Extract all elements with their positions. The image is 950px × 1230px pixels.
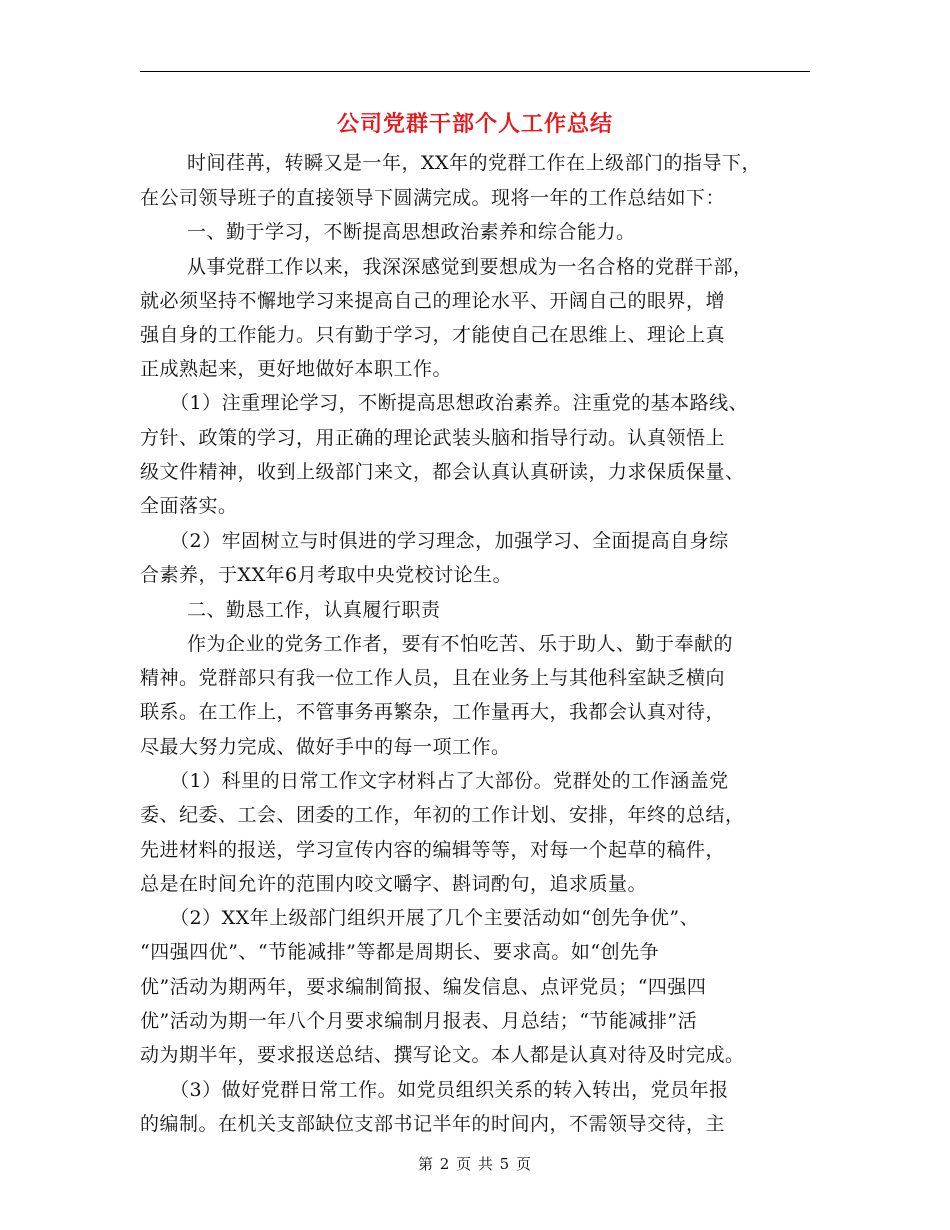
body-line: 先进材料的报送，学习宣传内容的编辑等等，对每一个起草的稿件， (140, 839, 726, 861)
body-line: （3）做好党群日常工作。如党员组织关系的转入转出，党员年报 (170, 1079, 729, 1101)
body-line: 精神。党群部只有我一位工作人员，且在业务上与其他科室缺乏横向 (140, 667, 726, 689)
body-line: 级文件精神，收到上级部门来文，都会认真认真研读，力求保质保量、 (140, 461, 745, 483)
section-heading: 二、勤恳工作，认真履行职责 (187, 599, 441, 621)
body-line: 从事党群工作以来，我深深感觉到要想成为一名合格的党群干部， (187, 256, 753, 278)
body-line: （2）XX年上级部门组织开展了几个主要活动如“创先争优”、 (170, 907, 700, 929)
body-line: 全面落实。 (140, 495, 238, 517)
body-line: 合素养，于XX年6月考取中央党校讨论生。 (140, 564, 513, 586)
body-line: “四强四优”、“节能减排”等都是周期长、要求高。如“创先争 (140, 941, 660, 963)
body-line: 在公司领导班子的直接领导下圆满完成。现将一年的工作总结如下： (140, 187, 726, 209)
page-number: 第 2 页 共 5 页 (418, 1155, 532, 1173)
body-line: 优”活动为期一年八个月要求编制月报表、月总结；“节能减排”活 (140, 1010, 698, 1032)
body-line: 强自身的工作能力。只有勤于学习，才能使自己在思维上、理论上真 (140, 324, 726, 346)
document-title: 公司党群干部个人工作总结 (336, 111, 613, 137)
body-line: 就必须坚持不懈地学习来提高自己的理论水平、开阔自己的眼界，增 (140, 290, 726, 312)
body-line: 时间荏苒，转瞬又是一年，XX年的党群工作在上级部门的指导下， (187, 152, 762, 174)
section-heading: 一、勤于学习，不断提高思想政治素养和综合能力。 (187, 221, 636, 243)
body-line: 联系。在工作上，不管事务再繁杂，工作量再大，我都会认真对待， (140, 701, 726, 723)
body-line: 总是在时间允许的范围内咬文嚼字、斟词酌句，追求质量。 (140, 873, 648, 895)
body-line: 尽最大努力完成、做好手中的每一项工作。 (140, 736, 511, 758)
body-line: 的编制。在机关支部缺位支部书记半年的时间内，不需领导交待，主 (140, 1113, 726, 1135)
body-line: 动为期半年，要求报送总结、撰写论文。本人都是认真对待及时完成。 (140, 1044, 745, 1066)
body-line: 作为企业的党务工作者，要有不怕吃苦、乐于助人、勤于奉献的 (187, 633, 734, 655)
body-line: 委、纪委、工会、团委的工作，年初的工作计划、安排，年终的总结， (140, 804, 745, 826)
body-line: （1）科里的日常工作文字材料占了大部份。党群处的工作涵盖党 (170, 770, 729, 792)
body-line: （2）牢固树立与时俱进的学习理念，加强学习、全面提高自身综 (170, 530, 729, 552)
header-rule (140, 71, 810, 72)
body-line: 方针、政策的学习，用正确的理论武装头脑和指导行动。认真领悟上 (140, 427, 726, 449)
body-line: （1）注重理论学习，不断提高思想政治素养。注重党的基本路线、 (170, 392, 749, 414)
body-line: 优”活动为期两年，要求编制简报、编发信息、点评党员；“四强四 (140, 976, 707, 998)
body-line: 正成熟起来，更好地做好本职工作。 (140, 358, 453, 380)
